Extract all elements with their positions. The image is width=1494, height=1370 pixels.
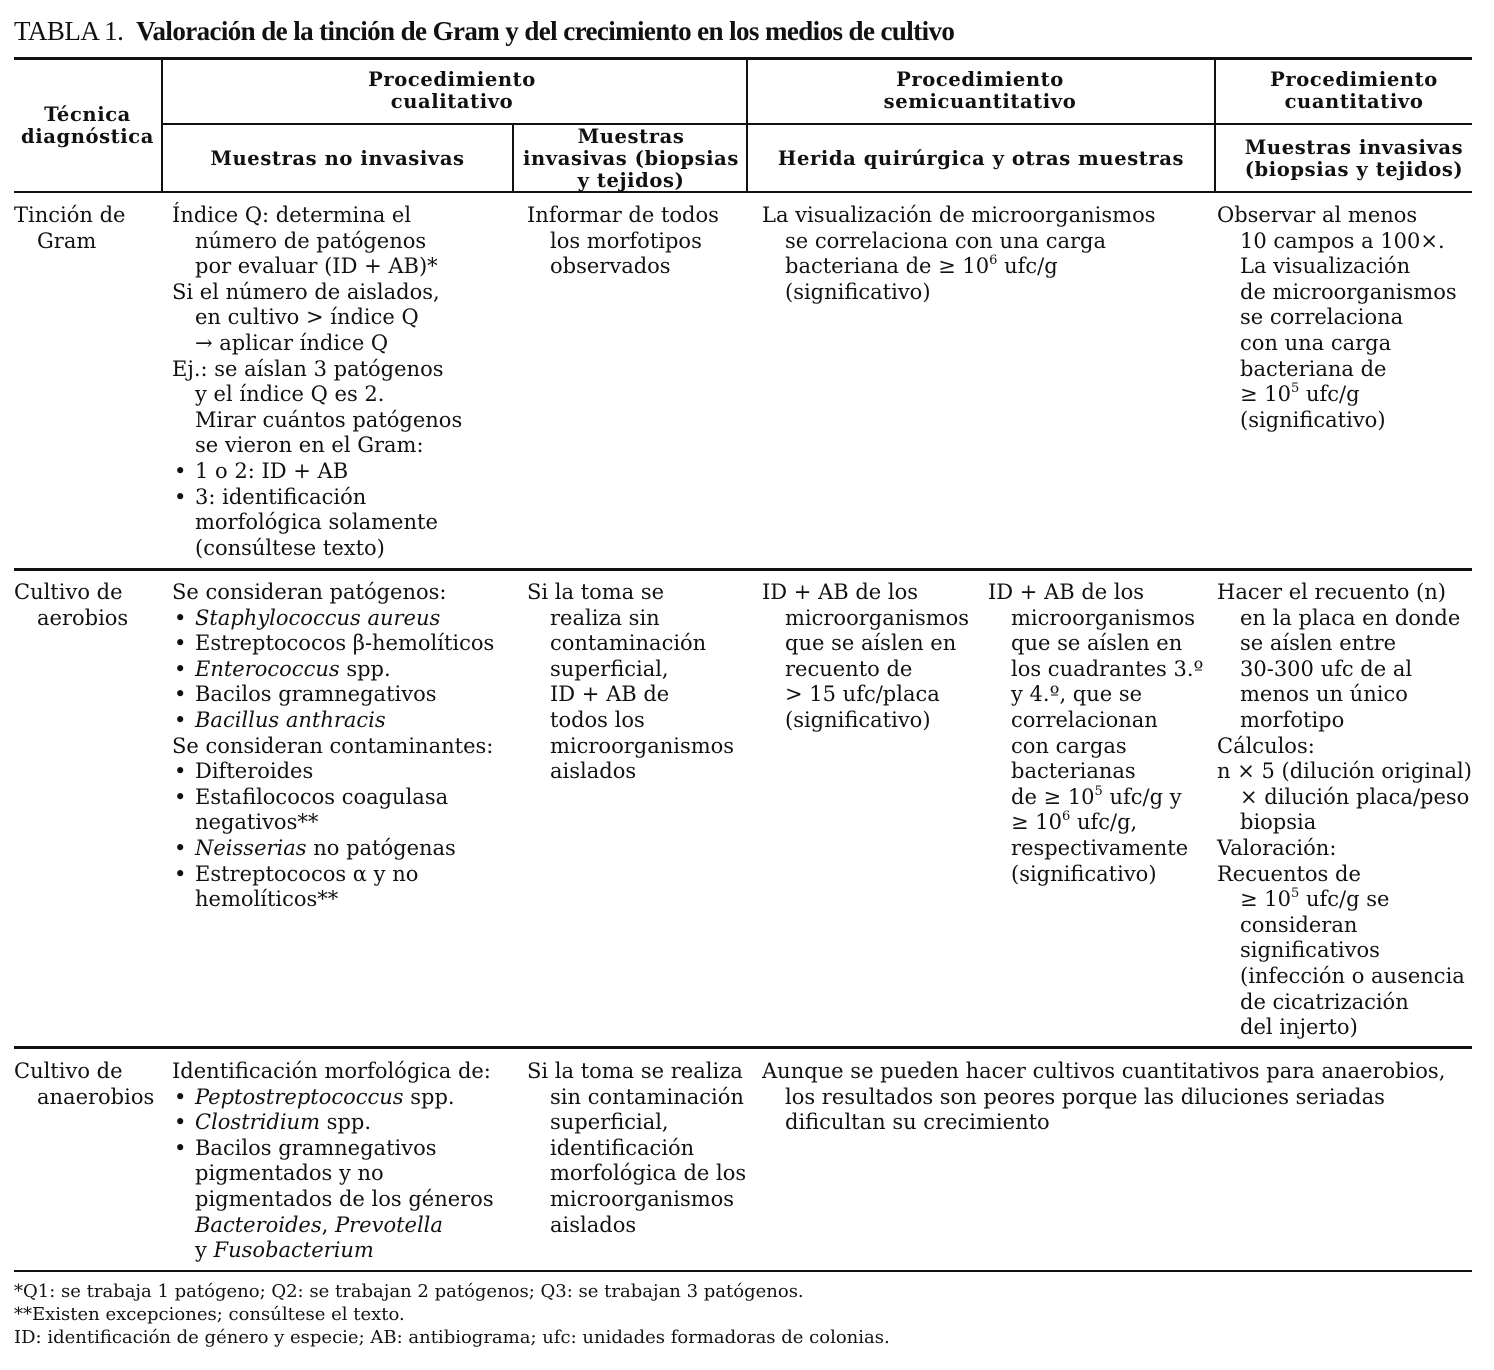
- text-line: superficial,: [550, 1110, 669, 1135]
- species-name: Bacillus anthracis: [195, 707, 386, 732]
- text-line: Informar de todos: [527, 203, 719, 227]
- text-span: ufc/g: [1299, 382, 1360, 407]
- text-line: número de patógenos: [195, 228, 427, 253]
- footnote: ID: identificación de género y especie; AB: antibiograma; ufc: unidades formadoras de colonias.: [14, 1327, 890, 1348]
- species-name: Bacteroides: [195, 1212, 322, 1237]
- bullet-item: • Bacilos gramnegativos: [172, 682, 494, 708]
- header-semicuantitativo: Procedimiento semicuantitativo: [883, 68, 1077, 113]
- text-line: Observar al menos: [1217, 203, 1418, 227]
- text-line: con una carga: [1240, 330, 1392, 355]
- text-line: identificación: [550, 1135, 695, 1160]
- text-line: del injerto): [1240, 1015, 1358, 1040]
- text-line: en cultivo > índice Q: [195, 305, 419, 330]
- text-line: morfológica solamente: [195, 510, 438, 535]
- text-line: recuento de: [785, 656, 913, 681]
- header-no-invasivas: Muestras no invasivas: [210, 146, 465, 170]
- table-label: TABLA 1.: [14, 16, 124, 46]
- text-line: biopsia: [1240, 810, 1317, 835]
- text-line: [1217, 382, 1457, 408]
- row-aerobios-semicuantitativo-a: [762, 580, 969, 734]
- text-line: [1217, 887, 1472, 913]
- text-span: y: [195, 1238, 214, 1263]
- text-line: correlacionan: [1011, 707, 1158, 732]
- text-line: [988, 810, 1203, 836]
- text-line: microorganismos: [550, 733, 735, 758]
- technique-line: Cultivo de: [14, 1059, 123, 1083]
- text-line: (significativo): [785, 279, 931, 304]
- bullet-item: [172, 1085, 494, 1111]
- text-line: Recuentos de: [1217, 861, 1361, 886]
- text-line: se aíslen entre: [1240, 631, 1397, 656]
- text-line: pigmentados de los géneros: [195, 1186, 494, 1211]
- text-line: microorganismos: [550, 1186, 735, 1211]
- text-line: [988, 785, 1203, 811]
- text-line: superficial,: [550, 656, 669, 681]
- text-line: menos un único: [1240, 682, 1408, 707]
- text-line: microorganismos: [1011, 605, 1196, 630]
- exponent: 5: [1291, 886, 1300, 902]
- text-line: Se consideran patógenos:: [172, 580, 447, 604]
- text-line: se correlaciona con una carga: [785, 228, 1106, 253]
- text-span: ufc/g,: [1070, 810, 1138, 835]
- col-divider-2: [512, 124, 514, 192]
- text-line: ID + AB de los: [762, 580, 919, 604]
- text-line: → aplicar índice Q: [195, 330, 389, 355]
- text-line: La visualización: [1240, 254, 1411, 279]
- technique-line: anaerobios: [37, 1084, 155, 1109]
- header-invasivas-cualitativo: Muestras invasivas (biopsias y tejidos): [523, 124, 739, 192]
- rule-top: [14, 57, 1472, 60]
- text-span: ufc/g y: [1102, 784, 1182, 809]
- row-anaerobios-no-invasivas: [172, 1059, 494, 1264]
- text-line: contaminación: [550, 631, 707, 656]
- table-title: [14, 14, 1484, 48]
- text-line: (significativo): [1240, 407, 1386, 432]
- text-line: [172, 1238, 494, 1264]
- text-line: significativos: [1240, 938, 1380, 963]
- bullet-item: • Estreptococos β-hemolíticos: [172, 631, 494, 657]
- table-title-text: Valoración de la tinción de Gram y del crecimiento en los medios de cultivo: [136, 16, 955, 46]
- row-anaerobios-semi-cuantitativo: [762, 1059, 1445, 1136]
- text-line: Si la toma se realiza: [527, 1059, 743, 1083]
- text-line: se vieron en el Gram:: [195, 433, 424, 458]
- text-line: hemolíticos**: [195, 887, 339, 912]
- text-span: spp.: [403, 1084, 455, 1109]
- rule-header-bottom: [14, 191, 1472, 193]
- technique-line: Cultivo de: [14, 580, 123, 604]
- rule-row-gram: [14, 568, 1472, 571]
- text-line: Si la toma se: [527, 580, 665, 604]
- text-line: respectivamente: [1011, 835, 1189, 860]
- header-tecnica: Técnica diagnóstica: [21, 102, 154, 148]
- bullet-item: • 1 o 2: ID + AB: [172, 459, 462, 485]
- text-line: aislados: [550, 1212, 637, 1237]
- text-line: que se aíslen en: [1011, 631, 1183, 656]
- text-line: [762, 254, 1156, 280]
- row-aerobios-no-invasivas: [172, 580, 494, 913]
- col-divider-4: [1214, 59, 1216, 192]
- text-line: [172, 1213, 494, 1239]
- text-line: morfológica de los: [550, 1161, 747, 1186]
- text-line: los morfotipos: [550, 228, 702, 253]
- text-line: Cálculos:: [1217, 733, 1315, 758]
- text-line: microorganismos: [785, 605, 970, 630]
- text-line: de microorganismos: [1240, 279, 1457, 304]
- row-gram-semicuantitativo: [762, 203, 1156, 305]
- text-span: ufc/g: [997, 254, 1058, 279]
- footnote: **Existen excepciones; consúltese el texto.: [14, 1304, 405, 1325]
- footnotes: [14, 1280, 1474, 1349]
- row-aerobios-invasivas-cualitativo: [527, 580, 734, 785]
- text-span: ≥ 10: [1240, 382, 1291, 407]
- text-line: sin contaminación: [550, 1084, 744, 1109]
- row-gram-invasivas-cualitativo: [527, 203, 719, 280]
- bullet-item: [172, 606, 494, 632]
- text-line: todos los: [550, 707, 645, 732]
- bullet-item: [172, 836, 494, 862]
- text-span: spp.: [339, 656, 391, 681]
- species-name: Peptostreptococcus: [195, 1084, 404, 1109]
- text-line: 30-300 ufc de al: [1240, 656, 1413, 681]
- species-name: Fusobacterium: [213, 1238, 374, 1263]
- text-span: spp.: [320, 1110, 372, 1135]
- species-name: Neisserias: [195, 835, 307, 860]
- text-line: pigmentados y no: [195, 1161, 384, 1186]
- bullet-item: • Bacilos gramnegativos: [172, 1136, 494, 1162]
- rule-row-aerobios: [14, 1046, 1472, 1049]
- row-aerobios-technique: [14, 580, 128, 631]
- exponent: 6: [989, 253, 998, 269]
- text-line: en la placa en donde: [1240, 605, 1461, 630]
- row-gram-technique: [14, 203, 125, 254]
- text-line: consideran: [1240, 912, 1358, 937]
- text-line: negativos**: [195, 810, 319, 835]
- text-line: Se consideran contaminantes:: [172, 733, 494, 758]
- text-line: dificultan su crecimiento: [785, 1110, 1050, 1135]
- technique-line: Tinción de: [14, 203, 126, 227]
- text-line: Hacer el recuento (n): [1217, 580, 1446, 604]
- text-line: > 15 ufc/placa: [785, 682, 940, 707]
- bullet-item: • Difteroides: [172, 759, 494, 785]
- species-name: Enterococcus: [195, 656, 340, 681]
- species-name: Clostridium: [195, 1110, 320, 1135]
- text-line: aislados: [550, 759, 637, 784]
- header-herida: Herida quirúrgica y otras muestras: [777, 146, 1185, 170]
- text-line: Mirar cuántos patógenos: [195, 407, 463, 432]
- technique-line: aerobios: [37, 605, 129, 630]
- exponent: 5: [1291, 381, 1300, 397]
- exponent: 6: [1062, 809, 1071, 825]
- bullet-item: [172, 708, 494, 734]
- bullet-item: [172, 657, 494, 683]
- text-span: bacteriana de ≥ 10: [785, 254, 990, 279]
- text-line: × dilución placa/peso: [1240, 784, 1470, 809]
- text-line: los resultados son peores porque las diluciones seriadas: [785, 1084, 1385, 1109]
- text-line: Si el número de aislados,: [172, 279, 440, 304]
- header-invasivas-cuantitativo: Muestras invasivas (biopsias y tejidos): [1244, 135, 1464, 181]
- species-name: Prevotella: [335, 1212, 443, 1237]
- text-span: ≥ 10: [1011, 810, 1062, 835]
- text-line: bacteriana de: [1240, 356, 1387, 381]
- text-line: ID + AB de los: [988, 580, 1145, 604]
- text-line: (significativo): [785, 707, 931, 732]
- row-anaerobios-technique: [14, 1059, 154, 1110]
- text-line: morfotipo: [1240, 707, 1345, 732]
- text-line: Aunque se pueden hacer cultivos cuantitativos para anaerobios,: [762, 1059, 1446, 1083]
- header-cuantitativo: Procedimiento cuantitativo: [1270, 68, 1438, 113]
- text-line: n × 5 (dilución original): [1217, 759, 1472, 784]
- bullet-item: • Estreptococos α y no: [172, 862, 494, 888]
- rule-subheader: [162, 123, 1472, 125]
- row-gram-no-invasivas: [172, 203, 462, 561]
- bullet-item: [172, 1110, 494, 1136]
- text-span: ,: [321, 1212, 335, 1237]
- technique-line: Gram: [37, 228, 97, 253]
- bullet-item: • Estafilococos coagulasa: [172, 785, 494, 811]
- exponent: 5: [1094, 783, 1103, 799]
- text-line: y 4.º, que se: [1011, 682, 1143, 707]
- text-line: (consúltese texto): [195, 535, 385, 560]
- species-name: Staphylococcus aureus: [195, 605, 441, 630]
- header-cualitativo: Procedimiento cualitativo: [368, 68, 536, 113]
- text-line: ID + AB de: [550, 682, 670, 707]
- text-line: 10 campos a 100×.: [1240, 228, 1445, 253]
- row-aerobios-semicuantitativo-b: [988, 580, 1203, 887]
- text-line: bacterianas: [1011, 759, 1136, 784]
- rule-table-bottom: [14, 1270, 1472, 1272]
- row-aerobios-cuantitativo: [1217, 580, 1472, 1041]
- text-line: Ej.: se aíslan 3 patógenos: [172, 356, 444, 381]
- text-line: La visualización de microorganismos: [762, 203, 1156, 227]
- text-line: se correlaciona: [1240, 305, 1404, 330]
- text-line: realiza sin: [550, 605, 660, 630]
- row-anaerobios-invasivas-cualitativo: [527, 1059, 746, 1238]
- text-line: los cuadrantes 3.º: [1011, 656, 1204, 681]
- footnote: *Q1: se trabaja 1 patógeno; Q2: se trabajan 2 patógenos; Q3: se trabajan 3 patógenos.: [14, 1281, 804, 1302]
- text-line: Valoración:: [1217, 835, 1337, 860]
- text-line: (infección o ausencia: [1240, 963, 1465, 988]
- text-span: de ≥ 10: [1011, 784, 1095, 809]
- text-span: ≥ 10: [1240, 887, 1291, 912]
- text-span: ufc/g se: [1299, 887, 1390, 912]
- text-line: que se aíslen en: [785, 631, 957, 656]
- text-line: por evaluar (ID + AB)*: [195, 254, 438, 279]
- row-gram-cuantitativo: [1217, 203, 1457, 433]
- text-line: con cargas: [1011, 733, 1127, 758]
- text-line: Identificación morfológica de:: [172, 1059, 491, 1083]
- text-line: (significativo): [1011, 861, 1157, 886]
- text-line: y el índice Q es 2.: [195, 382, 385, 407]
- text-line: Índice Q: determina el: [172, 203, 412, 227]
- bullet-item: • 3: identificación: [172, 485, 462, 511]
- text-span: no patógenas: [306, 835, 456, 860]
- text-line: observados: [550, 254, 671, 279]
- text-line: de cicatrización: [1240, 989, 1409, 1014]
